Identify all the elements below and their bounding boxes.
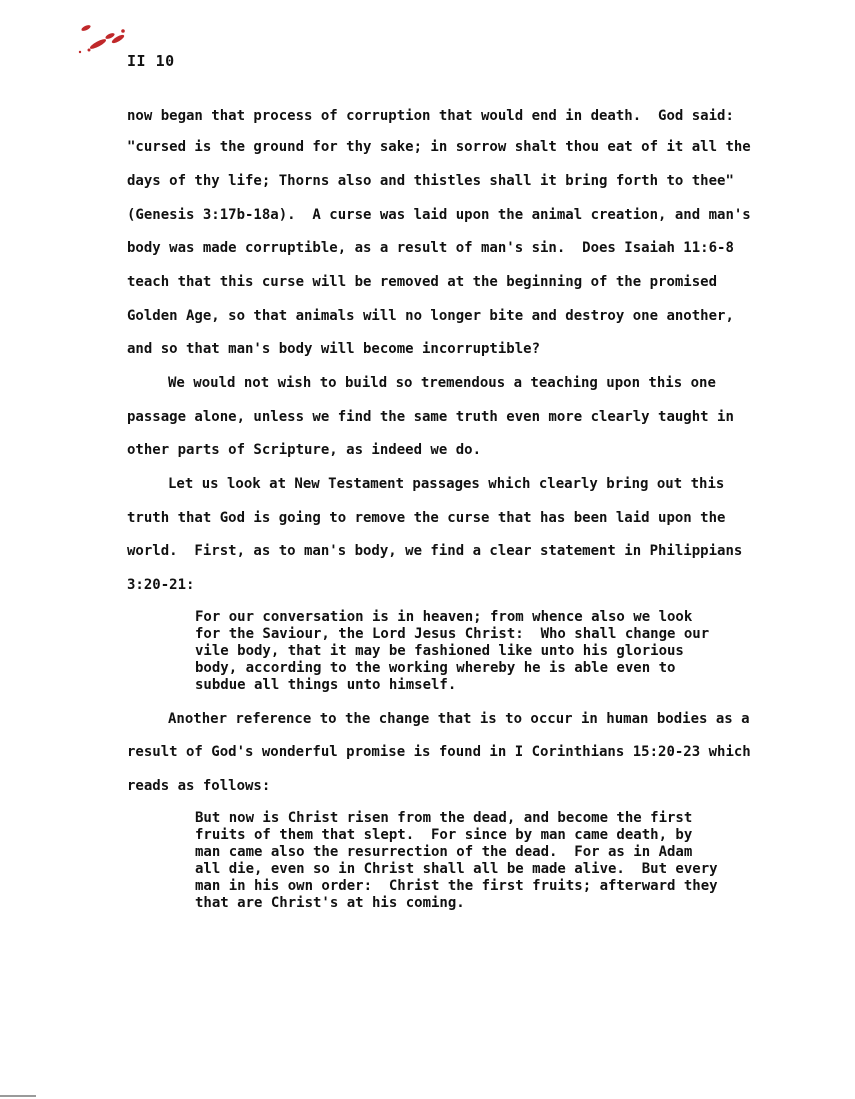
body-text-line: (Genesis 3:17b-18a). A curse was laid upon the animal creation, and man's — [127, 207, 751, 223]
quotation-line: fruits of them that slept. For since by man came death, by — [195, 827, 693, 843]
body-text-line: Let us look at New Testament passages which clearly bring out this — [168, 476, 725, 492]
body-text-line: body was made corruptible, as a result of man's sin. Does Isaiah 11:6-8 — [127, 240, 734, 256]
page-number: II 10 — [127, 52, 175, 70]
body-text-line: now began that process of corruption that would end in death. God said: — [127, 108, 734, 124]
quotation-line: for the Saviour, the Lord Jesus Christ: Who shall change our — [195, 626, 710, 642]
body-text-line: world. First, as to man's body, we find a clear statement in Philippians — [127, 543, 743, 559]
quotation-line: that are Christ's at his coming. — [195, 895, 465, 911]
body-text-line: Golden Age, so that animals will no longer bite and destroy one another, — [127, 308, 734, 324]
body-text-line: teach that this curse will be removed at the beginning of the promised — [127, 274, 718, 290]
body-text-line: other parts of Scripture, as indeed we do. — [127, 442, 482, 458]
body-text-line: Another reference to the change that is to occur in human bodies as a — [168, 711, 750, 727]
quotation-line: all die, even so in Christ shall all be made alive. But every — [195, 861, 718, 877]
quotation-line: man in his own order: Christ the first fruits; afterward they — [195, 878, 718, 894]
body-text-line: reads as follows: — [127, 778, 271, 794]
quotation-line: body, according to the working whereby he is able even to — [195, 660, 676, 676]
red-ink-mark — [72, 14, 142, 56]
quotation-line: For our conversation is in heaven; from whence also we look — [195, 609, 693, 625]
body-text-line: truth that God is going to remove the curse that has been laid upon the — [127, 510, 726, 526]
body-text-line: 3:20-21: — [127, 577, 195, 593]
body-text-line: passage alone, unless we find the same truth even more clearly taught in — [127, 409, 734, 425]
body-text-line: result of God's wonderful promise is found in I Corinthians 15:20-23 which — [127, 744, 751, 760]
quotation-line: man came also the resurrection of the dead. For as in Adam — [195, 844, 693, 860]
body-text-line: days of thy life; Thorns also and thistles shall it bring forth to thee" — [127, 173, 734, 189]
body-text-line: We would not wish to build so tremendous a teaching upon this one — [168, 375, 716, 391]
quotation-line: vile body, that it may be fashioned like unto his glorious — [195, 643, 684, 659]
quotation-line: subdue all things unto himself. — [195, 677, 457, 693]
body-text-line: "cursed is the ground for thy sake; in sorrow shalt thou eat of it all the — [127, 139, 751, 155]
quotation-line: But now is Christ risen from the dead, and become the first — [195, 810, 693, 826]
body-text-line: and so that man's body will become incorruptible? — [127, 341, 541, 357]
scan-edge-mark — [0, 1095, 36, 1097]
